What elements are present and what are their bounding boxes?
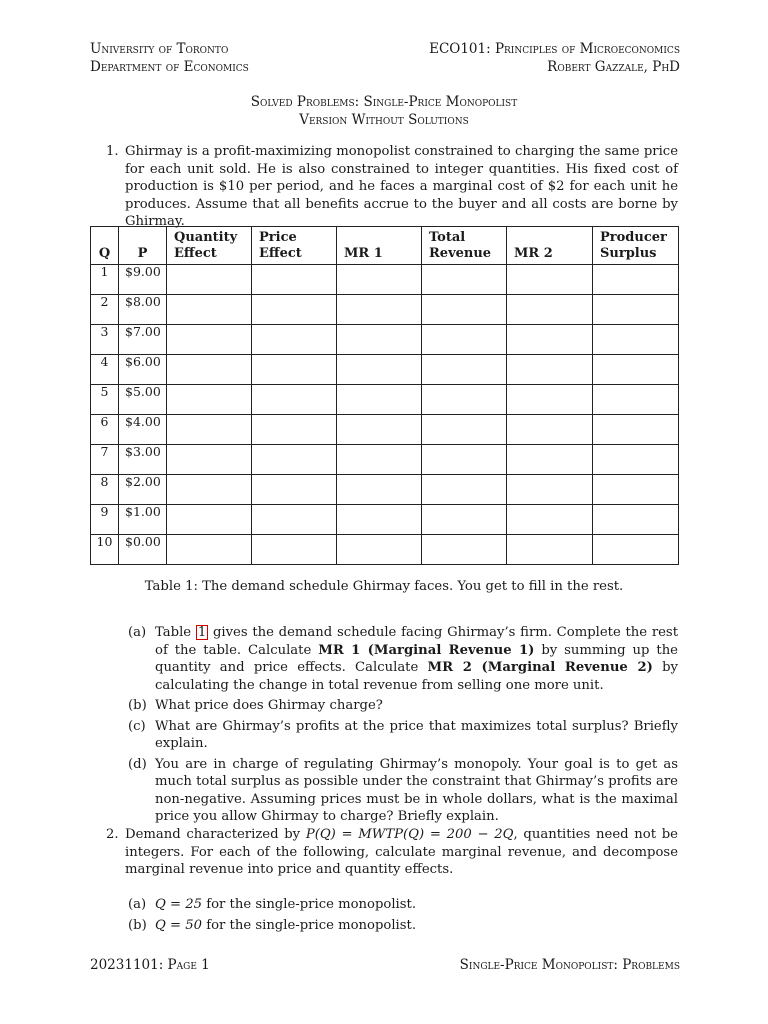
department-name: Department of Economics [90, 59, 249, 75]
part-text: by calculating the change in total revenue from selling one more unit. [155, 660, 678, 693]
cell-blank[interactable] [593, 535, 679, 565]
cell-blank[interactable] [422, 265, 507, 295]
cell-price: $9.00 [119, 265, 167, 295]
cell-blank[interactable] [593, 325, 679, 355]
cell-blank[interactable] [167, 505, 252, 535]
cell-blank[interactable] [507, 355, 593, 385]
cell-quantity: 4 [91, 355, 119, 385]
problem-2-number: 2. [106, 827, 119, 842]
cell-blank[interactable] [337, 445, 422, 475]
table-row [91, 325, 679, 355]
quantity-equation: Q = 50 [155, 917, 203, 933]
part-label: (a) [128, 897, 147, 912]
cell-blank[interactable] [593, 295, 679, 325]
cell-blank[interactable] [593, 355, 679, 385]
table-row [91, 445, 679, 475]
cell-blank[interactable] [337, 535, 422, 565]
part-text: You are in charge of regulating Ghirmay’s monopoly. Your goal is to get as much total surplus as possible under the constraint that Ghirmay’s profits are non-negative. Assuming prices must be in whole dollars, what is the maximal price you allow Ghirmay to charge? Briefly explain. [155, 756, 678, 824]
cell-quantity: 1 [91, 265, 119, 295]
cell-blank[interactable] [422, 505, 507, 535]
cell-blank[interactable] [252, 415, 337, 445]
part-label: (c) [128, 718, 146, 734]
header-price-effect: Price Effect [252, 227, 337, 265]
part-text: What price does Ghirmay charge? [155, 698, 383, 713]
cell-blank[interactable] [252, 445, 337, 475]
problem-1-number: 1. [106, 144, 119, 159]
table-reference-link[interactable]: 1 [197, 625, 207, 640]
demand-equation: P(Q) = MWTP(Q) = 200 − 2Q [305, 827, 514, 842]
cell-blank[interactable] [507, 265, 593, 295]
cell-blank[interactable] [593, 265, 679, 295]
mr2-term: MR 2 (Marginal Revenue 2) [427, 660, 653, 675]
cell-quantity: 10 [91, 535, 119, 565]
cell-blank[interactable] [337, 295, 422, 325]
cell-blank[interactable] [167, 475, 252, 505]
table-row [91, 295, 679, 325]
cell-blank[interactable] [507, 295, 593, 325]
problem-2 [106, 826, 678, 879]
cell-blank[interactable] [507, 415, 593, 445]
problem-1 [106, 143, 678, 231]
cell-blank[interactable] [167, 415, 252, 445]
part-text: Table [155, 625, 196, 640]
cell-blank[interactable] [167, 295, 252, 325]
cell-blank[interactable] [593, 445, 679, 475]
title-line-2: Version Without Solutions [299, 112, 469, 128]
part-1c [128, 718, 678, 753]
table-row [91, 355, 679, 385]
header-mr2: MR 2 [507, 227, 593, 265]
cell-price: $6.00 [119, 355, 167, 385]
part-label: (d) [128, 756, 147, 772]
cell-blank[interactable] [422, 385, 507, 415]
cell-price: $8.00 [119, 295, 167, 325]
quantity-equation: Q = 25 [155, 897, 203, 912]
cell-blank[interactable] [507, 475, 593, 505]
cell-blank[interactable] [507, 445, 593, 475]
header-mr1: MR 1 [337, 227, 422, 265]
part-2b [128, 917, 678, 935]
table-row [91, 385, 679, 415]
cell-blank[interactable] [252, 325, 337, 355]
cell-blank[interactable] [252, 385, 337, 415]
cell-blank[interactable] [422, 355, 507, 385]
cell-quantity: 7 [91, 445, 119, 475]
demand-schedule-table [90, 226, 679, 565]
cell-blank[interactable] [422, 295, 507, 325]
cell-blank[interactable] [337, 325, 422, 355]
cell-blank[interactable] [593, 505, 679, 535]
cell-blank[interactable] [167, 385, 252, 415]
cell-price: $7.00 [119, 325, 167, 355]
cell-quantity: 2 [91, 295, 119, 325]
part-text: for the single-price monopolist. [202, 917, 417, 933]
header-q: Q [91, 227, 119, 265]
cell-price: $4.00 [119, 415, 167, 445]
cell-blank[interactable] [252, 265, 337, 295]
cell-blank[interactable] [507, 505, 593, 535]
cell-blank[interactable] [422, 475, 507, 505]
problem-2-parts [128, 896, 678, 937]
part-label: (a) [128, 625, 147, 640]
part-2a [128, 896, 678, 914]
part-label: (b) [128, 917, 147, 933]
cell-blank[interactable] [337, 265, 422, 295]
table-row [91, 505, 679, 535]
cell-price: $2.00 [119, 475, 167, 505]
cell-blank[interactable] [337, 475, 422, 505]
cell-blank[interactable] [593, 415, 679, 445]
cell-quantity: 6 [91, 415, 119, 445]
part-text: gives the demand schedule facing Ghirmay’s firm. Complete the rest of the table. Calculate [155, 625, 678, 658]
cell-blank[interactable] [593, 475, 679, 505]
problem-1-text: Ghirmay is a profit-maximizing monopolist constrained to charging the same price for each unit sold. He is also constrained to integer quantities. His fixed cost of production is $10 per period, and he faces a marginal cost of $2 for each unit he produces. Assume that all benefits accrue to the buyer and all costs are borne by Ghirmay. [125, 144, 678, 229]
cell-blank[interactable] [422, 445, 507, 475]
cell-price: $3.00 [119, 445, 167, 475]
cell-blank[interactable] [337, 415, 422, 445]
page-title [0, 93, 768, 129]
table-row [91, 535, 679, 565]
cell-blank[interactable] [252, 295, 337, 325]
cell-blank[interactable] [593, 385, 679, 415]
cell-blank[interactable] [252, 355, 337, 385]
title-line-1: Solved Problems: Single-Price Monopolist [250, 94, 518, 110]
header-total-revenue: Total Revenue [422, 227, 507, 265]
problem-2-text: Demand characterized by [125, 827, 306, 842]
header-left [90, 40, 249, 76]
part-1d [128, 756, 678, 826]
part-text: for the single-price monopolist. [202, 897, 417, 912]
cell-blank[interactable] [167, 265, 252, 295]
cell-quantity: 3 [91, 325, 119, 355]
part-text: What are Ghirmay’s profits at the price that maximizes total surplus? Briefly explain. [155, 718, 678, 751]
cell-blank[interactable] [252, 475, 337, 505]
footer-page-number: 20231101: Page 1 [90, 957, 210, 973]
mr1-term: MR 1 (Marginal Revenue 1) [318, 642, 535, 658]
problem-1-parts [128, 624, 678, 829]
cell-blank[interactable] [337, 385, 422, 415]
cell-blank[interactable] [507, 385, 593, 415]
footer-title: Single-Price Monopolist: Problems [459, 957, 680, 973]
problem-2-text: , quantities need not be integers. For each of the following, calculate marginal revenue, and decompose marginal revenue into price and quantity effects. [125, 827, 678, 877]
header-p: P [119, 227, 167, 265]
table-row [91, 475, 679, 505]
cell-blank[interactable] [337, 355, 422, 385]
cell-blank[interactable] [337, 505, 422, 535]
header-quantity-effect: Quantity Effect [167, 227, 252, 265]
cell-price: $0.00 [119, 535, 167, 565]
header-producer-surplus: Producer Surplus [593, 227, 679, 265]
header-right [429, 40, 680, 76]
cell-blank[interactable] [422, 535, 507, 565]
cell-price: $5.00 [119, 385, 167, 415]
cell-blank[interactable] [252, 535, 337, 565]
part-1a [128, 624, 678, 694]
table-row [91, 415, 679, 445]
table-row [91, 265, 679, 295]
part-1b [128, 697, 678, 715]
part-text: by summing up the quantity and price effects. Calculate [155, 642, 678, 675]
cell-blank[interactable] [422, 415, 507, 445]
cell-blank[interactable] [167, 535, 252, 565]
table-header-row [91, 227, 679, 265]
cell-blank[interactable] [252, 505, 337, 535]
cell-blank[interactable] [507, 325, 593, 355]
cell-blank[interactable] [167, 355, 252, 385]
cell-blank[interactable] [507, 535, 593, 565]
part-label: (b) [128, 698, 147, 713]
table-caption: Table 1: The demand schedule Ghirmay faces. You get to fill in the rest. [144, 579, 624, 594]
cell-blank[interactable] [167, 325, 252, 355]
cell-blank[interactable] [167, 445, 252, 475]
cell-quantity: 5 [91, 385, 119, 415]
course-name: ECO101: Principles of Microeconomics [429, 41, 680, 57]
cell-blank[interactable] [422, 325, 507, 355]
university-name: University of Toronto [90, 41, 229, 57]
cell-price: $1.00 [119, 505, 167, 535]
cell-quantity: 9 [91, 505, 119, 535]
instructor-name: Robert Gazzale, PhD [547, 59, 680, 75]
cell-quantity: 8 [91, 475, 119, 505]
